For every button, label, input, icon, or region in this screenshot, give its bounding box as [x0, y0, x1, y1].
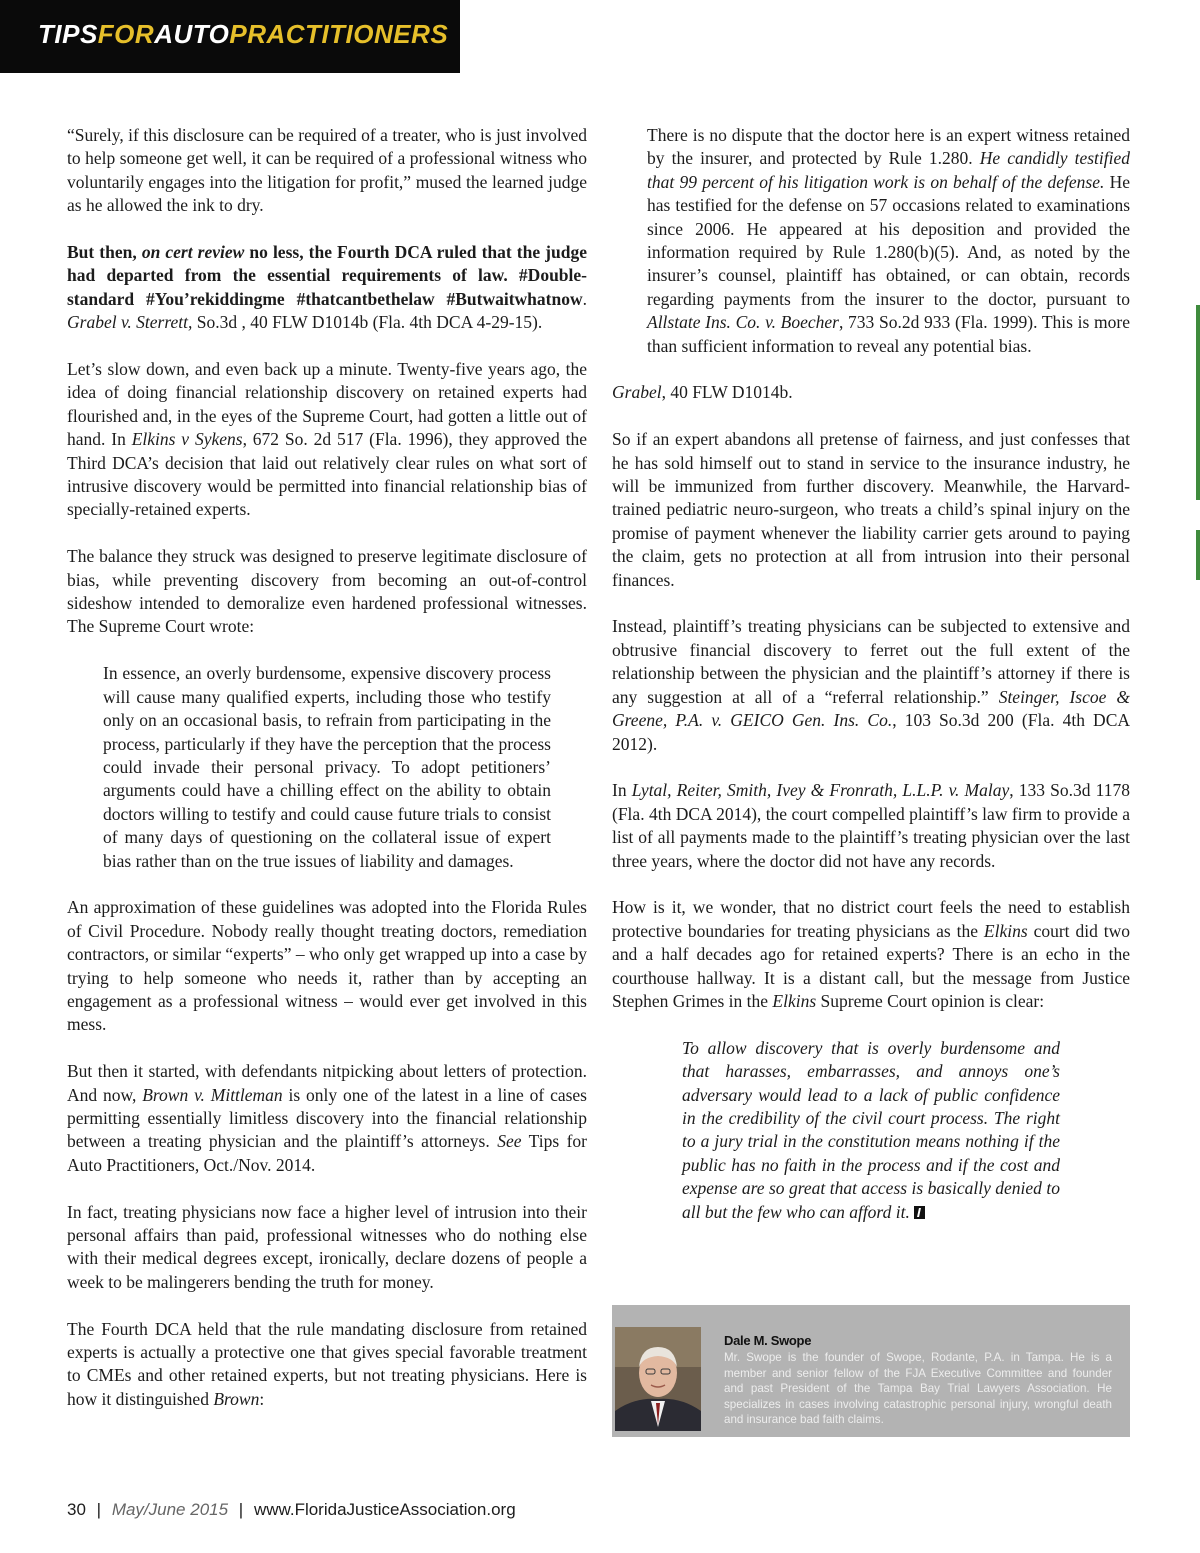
paragraph: How is it, we wonder, that no district court feels the need to establish protective boundaries for treating physicians as the Elkins court did two and a half decades ago for retained experts? There is an echo in the courthouse hallway. It is a distant call, but the message from Justice Stephen Grimes in the Elkins Supreme Court opinion is clear:: [612, 897, 1130, 1011]
side-accent-rule: [1196, 530, 1200, 580]
paragraph: The Fourth DCA held that the rule mandating disclosure from retained experts is actually a protective one that gives special favorable treatment to CMEs and other retained experts, but not treating physicians. Here is how it distinguished Brown:: [67, 1318, 587, 1409]
article-column-right: [612, 124, 1130, 1247]
paragraph: “Surely, if this disclosure can be required of a treater, who is just involved to help someone get well, it can be required of a professional witness who voluntarily engages into the litigation for profit,” mused the learned judge as he allowed the ink to dry.: [67, 125, 587, 216]
closing-quote: To allow discovery that is overly burdensome and that harasses, embarrasses, and annoys one’s adversary would lead to a lack of public confidence in the credibility of the civil court process. The right to a jury trial in the constitution means nothing if the public has no faith in the process and if the cost and expense are so great that access is basically denied to all but the few who can afford it.: [682, 1037, 1060, 1222]
author-bio-text: [724, 1333, 1112, 1428]
paragraph: Let’s slow down, and even back up a minute. Twenty-five years ago, the idea of doing financial relationship discovery on retained experts had flourished and, in the eyes of the Supreme Court, had gotten a little out of hand. In Elkins v Sykens, 672 So. 2d 517 (Fla. 1996), they approved the Third DCA’s decision that laid out relatively clear rules on what sort of intrusive discovery would be permitted into financial relationship bias of specially-retained experts.: [67, 359, 587, 520]
section-title: TIPSFORAUTOPRACTITIONERS: [38, 19, 449, 49]
paragraph: But then, on cert review no less, the Fourth DCA ruled that the judge had departed from the essential requirements of law. #Double-standard #You’rekiddingme #thatcantbethelaw #Butwaitwhatnow. Grabel v. Sterrett, So.3d , 40 FLW D1014b (Fla. 4th DCA 4-29-15).: [67, 242, 587, 333]
website-link[interactable]: www.FloridaJusticeAssociation.org: [253, 1500, 516, 1519]
block-quote: There is no dispute that the doctor here is an expert witness retained by the insurer, and protected by Rule 1.280. He candidly testified that 99 percent of his litigation work is on behalf of the defense. He has testified for the defense on 57 occasions related to examinations since 2006. He appeared at his deposition and provided the information required by Rule 1.280(b)(5). And, as noted by the insurer’s counsel, plaintiff has obtained, or can obtain, records regarding payments from the insurer to the doctor, pursuant to Allstate Ins. Co. v. Boecher, 733 So.2d 933 (Fla. 1999). This is more than sufficient information to reveal any potential bias.: [647, 125, 1131, 356]
author-photo: [615, 1327, 701, 1431]
paragraph: An approximation of these guidelines was adopted into the Florida Rules of Civil Procedure. Nobody really thought treating doctors, remediation contractors, or similar “experts” – who only get wrapped up into a case by trying to help someone who needs it, rather than by accepting an engagement as a professional witness – would ever get involved in this mess.: [67, 897, 587, 1035]
section-banner: [0, 0, 460, 73]
page-footer: 30 | May/June 2015 | www.FloridaJusticeAssociation.org: [67, 1500, 516, 1519]
article-column-left: [67, 124, 587, 1435]
author-name: Dale M. Swope: [724, 1333, 812, 1348]
issue-date: May/June 2015: [111, 1500, 229, 1519]
paragraph: The balance they struck was designed to preserve legitimate disclosure of bias, while preventing discovery from becoming an out-of-control sideshow intended to demoralize even hardened professional witnesses. The Supreme Court wrote:: [67, 546, 587, 637]
citation: Grabel, 40 FLW D1014b.: [612, 382, 793, 403]
end-of-article-icon: [914, 1206, 925, 1219]
paragraph: In fact, treating physicians now face a higher level of intrusion into their personal affairs than paid, professional witnesses who do nothing else with their medical degrees except, ironically, declare dozens of people a week to be malingerers bending the truth for money.: [67, 1201, 587, 1292]
block-quote: In essence, an overly burdensome, expensive discovery process will cause many qualified experts, including those who testify only on an occasional basis, to refrain from participating in the process, particularly if they have the perception that the process could invade their personal privacy. To adopt petitioners’ arguments could have a chilling effect on the ability to obtain doctors willing to testify and could cause future trials to consist of many days of questioning on the collateral issue of expert bias rather than on the true issues of liability and damages.: [103, 663, 551, 871]
paragraph: In Lytal, Reiter, Smith, Ivey & Fronrath, L.L.P. v. Malay, 133 So.3d 1178 (Fla. 4th DCA 2014), the court compelled plaintiff’s law firm to provide a list of all payments made to the plaintiff’s treating physician over the last three years, where the doctor did not have any records.: [612, 780, 1130, 871]
paragraph: But then it started, with defendants nitpicking about letters of protection. And now, Brown v. Mittleman is only one of the latest in a line of cases permitting essentially limitless discovery into the financial relationship between a treating physician and the plaintiff’s attorneys. See Tips for Auto Practitioners, Oct./Nov. 2014.: [67, 1061, 588, 1175]
page-number: 30: [67, 1500, 86, 1519]
author-bio-box: [612, 1305, 1130, 1437]
side-accent-rule: [1196, 305, 1200, 500]
paragraph: Instead, plaintiff’s treating physicians can be subjected to extensive and obtrusive financial discovery to ferret out the full extent of the relationship between the physician and the plaintiff’s attorney if there is any suggestion at all of a “referral relationship.” Steinger, Iscoe & Greene, P.A. v. GEICO Gen. Ins. Co., 103 So.3d 200 (Fla. 4th DCA 2012).: [612, 616, 1131, 754]
author-description: Mr. Swope is the founder of Swope, Rodante, P.A. in Tampa. He is a member and senior fellow of the FJA Executive Committee and founder and past President of the Tampa Bay Trial Lawyers Association. He specializes in cases involving catastrophic personal injury, wrongful death and insurance bad faith claims.: [724, 1351, 1112, 1427]
paragraph: So if an expert abandons all pretense of fairness, and just confesses that he has sold himself out to stand in service to the insurance industry, he will be immunized from further discovery. Meanwhile, the Harvard-trained pediatric neuro-surgeon, who treats a child’s spinal injury on the promise of payment whenever the liability carrier gets around to paying the claim, gets no protection at all from intrusion into their personal finances.: [612, 429, 1130, 590]
